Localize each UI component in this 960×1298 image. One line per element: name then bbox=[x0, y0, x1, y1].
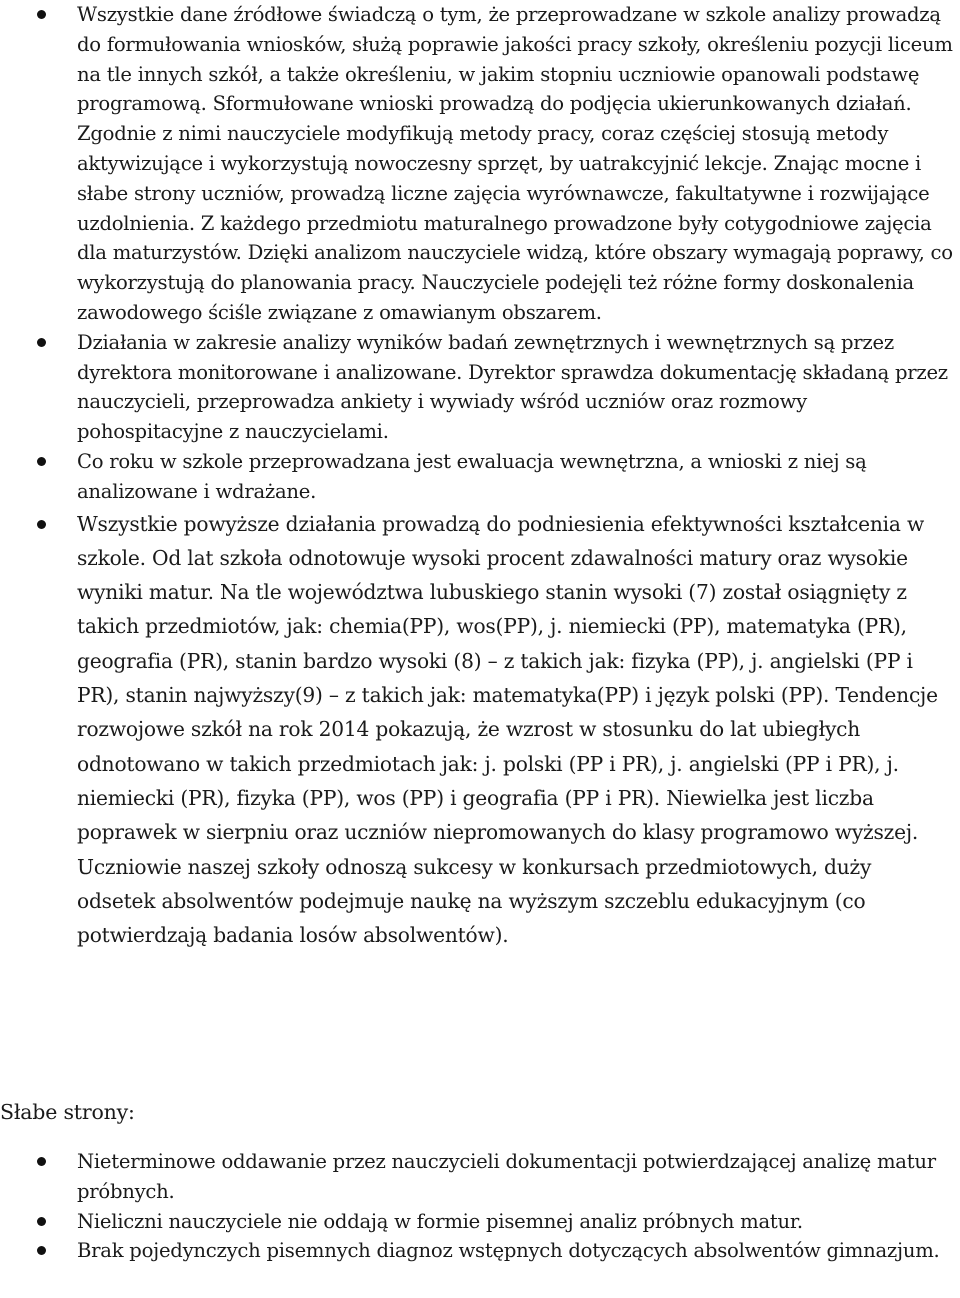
list-item-text: Co roku w szkole przeprowadzana jest ewaluacja wewnętrzna, a wnioski z niej są analizowane i wdrażane. bbox=[77, 449, 867, 503]
list-item bbox=[0, 0, 960, 328]
list-item-text: Nieliczni nauczyciele nie oddają w formie pisemnej analiz próbnych matur. bbox=[77, 1209, 803, 1233]
list-item-text: Brak pojedynczych pisemnych diagnoz wstępnych dotyczących absolwentów gimnazjum. bbox=[77, 1239, 940, 1263]
list-item bbox=[0, 1236, 960, 1266]
list-item-text: Wszystkie powyższe działania prowadzą do podniesienia efektywności kształcenia w szkole. Od lat szkoła odnotowuje wysoki procent zdawalności matury oraz wysokie wyniki matur. Na tle województwa lubuskiego stanin wysoki (7) został osiągnięty z takich przedmiotów, jak: chemia(PP), wos(PP), j. niemiecki (PP), matematyka (PR), geografia (PR), stanin bardzo wysoki (8) – z takich jak: fizyka (PP), j. angielski (PP i PR), stanin najwyższy(9) – z takich jak: matematyka(PP) i język polski (PP). Tendencje rozwojowe szkół na rok 2014 pokazują, że wzrost w stosunku do lat ubiegłych odnotowano w takich przedmiotach jak: j. polski (PP i PR), j. angielski (PP i PR), j. niemiecki (PR), fizyka (PP), wos (PP) i geografia (PP i PR). Niewielka jest liczba poprawek w sierpniu oraz uczniów niepromowanych do klasy programowo wyższej. Uczniowie naszej szkoły odnoszą sukcesy w konkursach przedmiotowych, duży odsetek absolwentów podejmuje naukę na wyższym szczeblu edukacyjnym (co potwierdzają badania losów absolwentów). bbox=[77, 511, 938, 948]
weaknesses-heading: Słabe strony: bbox=[0, 1100, 135, 1124]
list-item bbox=[0, 447, 960, 507]
bullet-icon bbox=[37, 457, 46, 466]
list-item-text: Nieterminowe oddawanie przez nauczycieli dokumentacji potwierdzającej analizę matur próbnych. bbox=[77, 1150, 936, 1203]
weaknesses-list bbox=[0, 1147, 960, 1266]
bullet-icon bbox=[37, 1157, 46, 1166]
bullet-icon bbox=[37, 338, 46, 347]
list-item-text: Działania w zakresie analizy wyników badań zewnętrznych i wewnętrznych są przez dyrektora monitorowane i analizowane. Dyrektor sprawdza dokumentację składaną przez nauczycieli, przeprowadza ankiety i wywiady wśród uczniów oraz rozmowy pohospitacyjne z nauczycielami. bbox=[77, 330, 948, 444]
list-item bbox=[0, 507, 960, 953]
list-item bbox=[0, 1147, 960, 1207]
list-item bbox=[0, 328, 960, 447]
bullet-icon bbox=[37, 1217, 46, 1226]
bullet-icon bbox=[37, 520, 46, 529]
bullet-icon bbox=[37, 1246, 46, 1255]
bullet-icon bbox=[37, 10, 46, 19]
list-item-text: Wszystkie dane źródłowe świadczą o tym, że przeprowadzane w szkole analizy prowadzą do formułowania wniosków, służą poprawie jakości pracy szkoły, określeniu pozycji liceum na tle innych szkół, a także określeniu, w jakim stopniu uczniowie opanowali podstawę programową. Sformułowane wnioski prowadzą do podjęcia ukierunkowanych działań. Zgodnie z nimi nauczyciele modyfikują metody pracy, coraz częściej stosują metody aktywizujące i wykorzystują nowoczesny sprzęt, by uatrakcyjnić lekcje. Znając mocne i słabe strony uczniów, prowadzą liczne zajęcia wyrównawcze, fakultatywne i rozwijające uzdolnienia. Z każdego przedmiotu maturalnego prowadzone były cotygodniowe zajęcia dla maturzystów. Dzięki analizom nauczyciele widzą, które obszary wymagają poprawy, co wykorzystują do planowania pracy. Nauczyciele podejęli też różne formy doskonalenia zawodowego ściśle związane z omawianym obszarem. bbox=[77, 3, 953, 324]
list-item bbox=[0, 1207, 960, 1237]
